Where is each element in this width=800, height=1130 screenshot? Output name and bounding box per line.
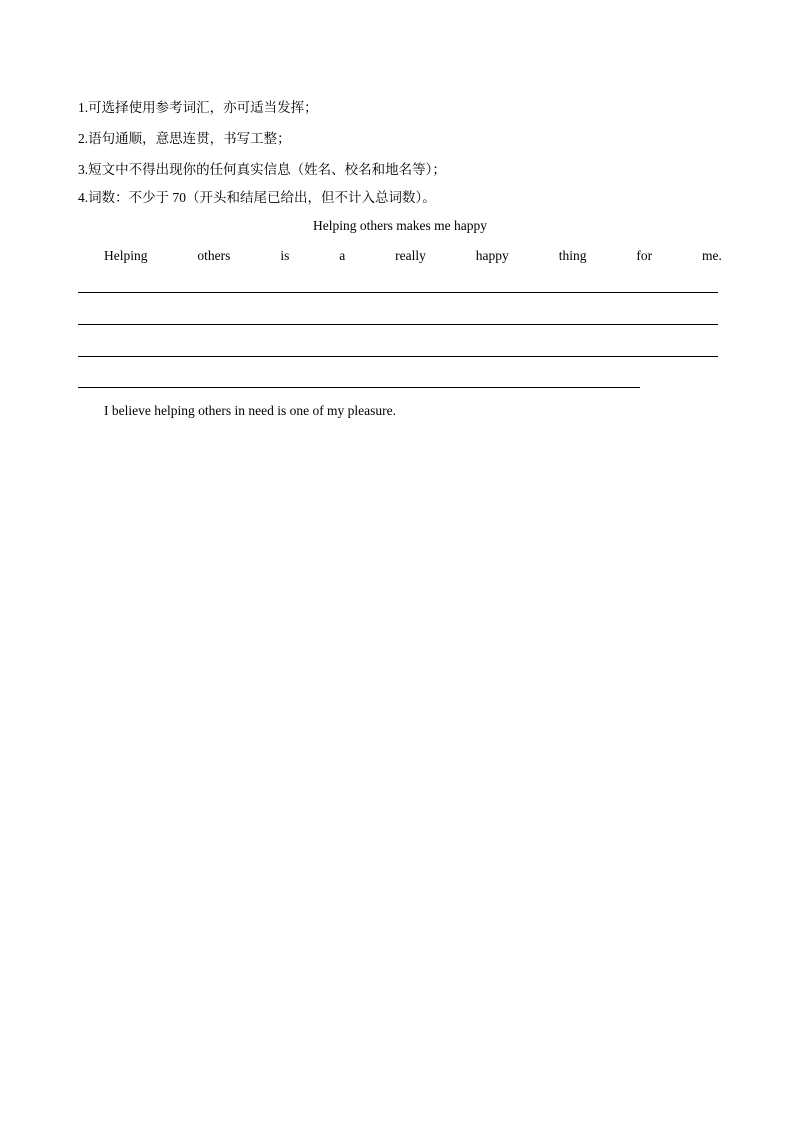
essay-closing-sentence: I believe helping others in need is one of my pleasure. bbox=[104, 403, 397, 418]
opening-word: happy bbox=[475, 248, 509, 263]
essay-opening-sentence bbox=[104, 247, 722, 265]
writing-line bbox=[78, 324, 718, 325]
writing-line bbox=[78, 387, 640, 388]
writing-line bbox=[78, 292, 718, 293]
essay-title: Helping others makes me happy bbox=[313, 218, 487, 233]
opening-word: me. bbox=[702, 248, 722, 263]
opening-word: thing bbox=[558, 248, 587, 263]
opening-word: others bbox=[197, 248, 231, 263]
opening-word: really bbox=[395, 248, 426, 263]
opening-word: a bbox=[339, 248, 346, 263]
requirement-4: 4.词数：不少于 70（开头和结尾已给出，但不计入总词数）。 bbox=[78, 190, 436, 205]
requirement-1: 1.可选择使用参考词汇，亦可适当发挥； bbox=[78, 100, 318, 115]
requirement-2: 2.语句通顺，意思连贯，书写工整； bbox=[78, 131, 291, 146]
opening-word: Helping bbox=[104, 248, 148, 263]
writing-line bbox=[78, 356, 718, 357]
opening-word: is bbox=[280, 248, 290, 263]
opening-word: for bbox=[636, 248, 653, 263]
requirement-3: 3.短文中不得出现你的任何真实信息（姓名、校名和地名等）； bbox=[78, 162, 446, 177]
